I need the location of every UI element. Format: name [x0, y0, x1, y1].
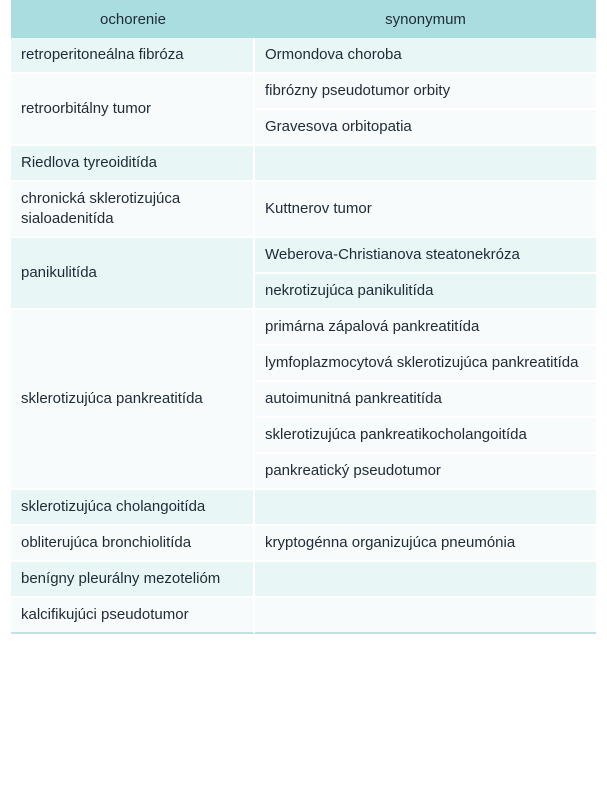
- disease-synonym-table-container: [11, 0, 596, 634]
- table-row: [11, 182, 596, 238]
- synonym-cell: Ormondova choroba: [255, 38, 596, 74]
- disease-cell: retroorbitálny tumor: [11, 74, 255, 146]
- disease-cell: retroperitoneálna fibróza: [11, 38, 255, 74]
- disease-cell: benígny pleurálny mezotelióm: [11, 562, 255, 598]
- header-row: [11, 0, 596, 38]
- synonym-cell: lymfoplazmocytová sklerotizujúca pankreatitída: [255, 346, 596, 382]
- synonym-cell: Gravesova orbitopatia: [255, 110, 596, 146]
- table-body: [11, 38, 596, 634]
- synonym-cell: primárna zápalová pankreatitída: [255, 310, 596, 346]
- disease-cell: sklerotizujúca cholangoitída: [11, 490, 255, 526]
- synonym-cell-empty: [255, 490, 596, 526]
- header-synonym: synonymum: [255, 0, 596, 38]
- table-row: [11, 490, 596, 526]
- table-row: [11, 310, 596, 346]
- disease-cell: kalcifikujúci pseudotumor: [11, 598, 255, 634]
- synonym-cell: autoimunitná pankreatitída: [255, 382, 596, 418]
- synonym-cell: sklerotizujúca pankreatikocholangoitída: [255, 418, 596, 454]
- header-disease: ochorenie: [11, 0, 255, 38]
- synonym-cell: kryptogénna organizujúca pneumónia: [255, 526, 596, 562]
- disease-cell: chronická sklerotizujúca sialoadenitída: [11, 182, 255, 238]
- synonym-cell: fibrózny pseudotumor orbity: [255, 74, 596, 110]
- table-row: [11, 38, 596, 74]
- synonym-cell-empty: [255, 598, 596, 634]
- disease-synonym-table: [11, 0, 596, 634]
- table-row: [11, 238, 596, 274]
- table-row: [11, 562, 596, 598]
- synonym-cell-empty: [255, 562, 596, 598]
- table-row: [11, 146, 596, 182]
- synonym-cell: Weberova-Christianova steatonekróza: [255, 238, 596, 274]
- table-row: [11, 74, 596, 110]
- synonym-cell: pankreatický pseudotumor: [255, 454, 596, 490]
- disease-cell: obliterujúca bronchiolitída: [11, 526, 255, 562]
- synonym-cell: nekrotizujúca panikulitída: [255, 274, 596, 310]
- table-row: [11, 598, 596, 634]
- synonym-cell: Kuttnerov tumor: [255, 182, 596, 238]
- disease-cell: Riedlova tyreoiditída: [11, 146, 255, 182]
- table-row: [11, 526, 596, 562]
- disease-cell: panikulitída: [11, 238, 255, 310]
- synonym-cell-empty: [255, 146, 596, 182]
- disease-cell: sklerotizujúca pankreatitída: [11, 310, 255, 490]
